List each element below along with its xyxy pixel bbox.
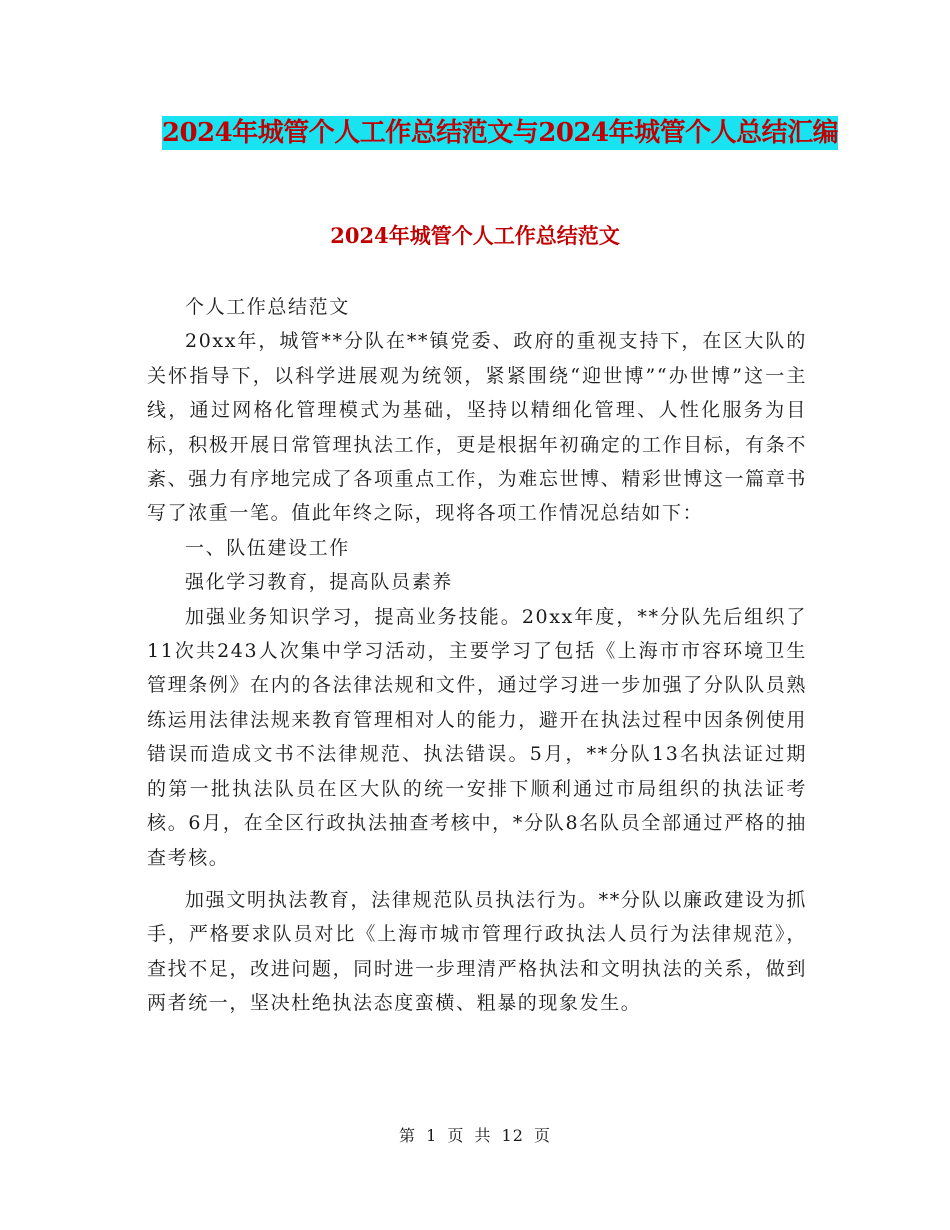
paragraph: 20xx年，城管**分队在**镇党委、政府的重视支持下，在区大队的关怀指导下，以科学进展观为统领，紧紧围绕“迎世博”“办世博”这一主线，通过网格化管理模式为基础，坚持以精细化管理、人性化服务为目标，积极开展日常管理执法工作，更是根据年初确定的工作目标，有条不紊、强力有序地完成了各项重点工作，为难忘世博、精彩世博这一篇章书写了浓重一笔。值此年终之际，现将各项工作情况总结如下：	[147, 330, 807, 525]
paragraph: 加强文明执法教育，法律规范队员执法行为。**分队以廉政建设为抓手，严格要求队员对比《上海市城市管理行政执法人员行为法律规范》，查找不足，改进问题，同时进一步理清严格执法和文明执法的关系，做到两者统一，坚决杜绝执法态度蛮横、粗暴的现象发生。	[147, 888, 807, 1015]
document-body	[147, 290, 807, 1021]
paragraph-section-heading: 一、队伍建设工作	[185, 536, 350, 559]
document-title	[140, 113, 860, 153]
paragraph: 加强业务知识学习，提高业务技能。20xx年度，**分队先后组织了11次共243人次集中学习活动，主要学习了包括《上海市市容环境卫生管理条例》在内的各法律法规和文件，通过学习进一步加强了分队队员熟练运用法律法规来教育管理相对人的能力，避开在执法过程中因条例使用错误而造成文书不法律规范、执法错误。5月，**分队13名执法证过期的第一批执法队员在区大队的统一安排下顺利通过市局组织的执法证考核。6月，在全区行政执法抽查考核中，*分队8名队员全部通过严格的抽查考核。	[147, 605, 807, 869]
section-title: 2024年城管个人工作总结范文	[330, 223, 620, 248]
title-highlight: 2024年城管个人工作总结范文与2024年城管个人总结汇编	[161, 118, 839, 148]
paragraph-subheading: 强化学习教育，提高队员素养	[185, 571, 453, 594]
page-footer: 第 1 页 共 12 页	[399, 1126, 551, 1145]
paragraph-heading: 个人工作总结范文	[185, 296, 350, 318]
